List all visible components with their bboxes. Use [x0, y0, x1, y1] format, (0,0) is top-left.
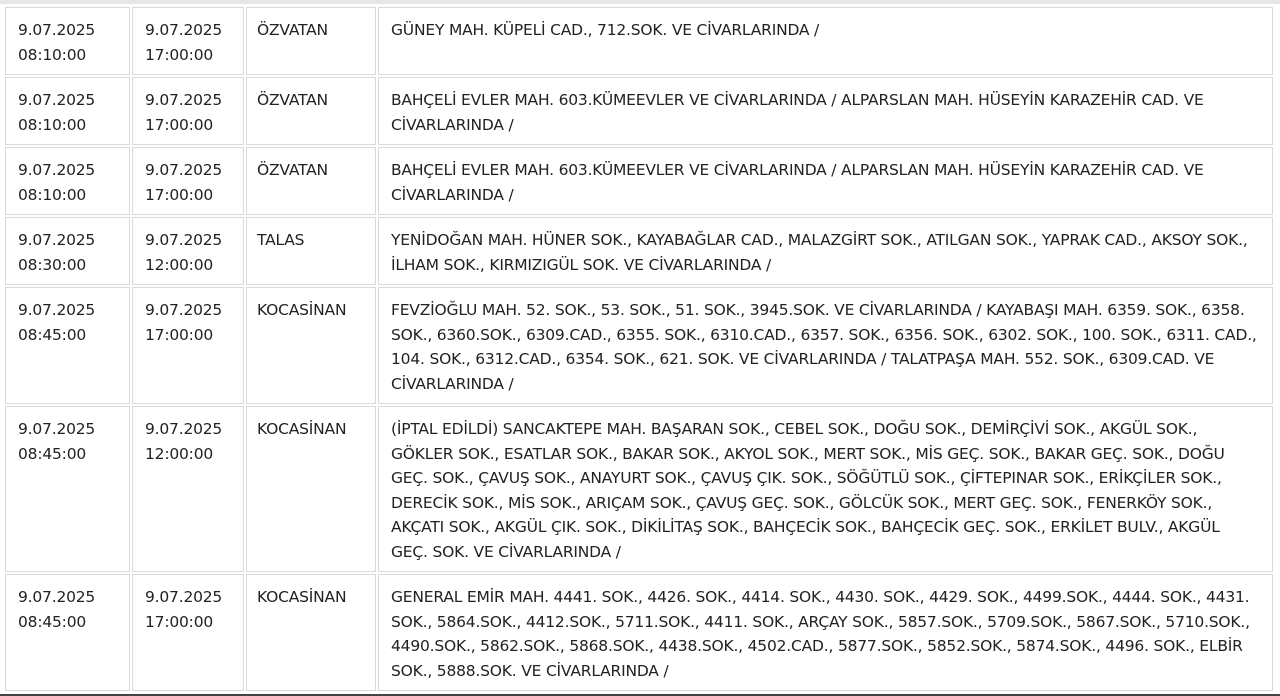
table-row — [5, 287, 1273, 404]
start-time: 08:10:00 — [18, 115, 87, 134]
area-cell: YENİDOĞAN MAH. HÜNER SOK., KAYABAĞLAR CAD., MALAZGİRT SOK., ATILGAN SOK., YAPRAK CAD., AKSOY SOK., İLHAM SOK., KIRMIZIGÜL SOK. VE CİVARLARINDA / — [378, 217, 1273, 285]
district-cell: KOCASİNAN — [246, 574, 376, 691]
end-date: 9.07.2025 — [145, 301, 223, 319]
end-time: 12:00:00 — [145, 255, 214, 274]
end-datetime-cell — [132, 406, 244, 572]
end-time: 12:00:00 — [145, 444, 214, 463]
start-time: 08:45:00 — [18, 444, 87, 463]
start-datetime-cell — [5, 406, 130, 572]
start-date: 9.07.2025 — [18, 231, 96, 249]
district-cell: KOCASİNAN — [246, 406, 376, 572]
end-date: 9.07.2025 — [145, 91, 223, 109]
outage-table-body — [5, 7, 1273, 691]
start-time: 08:30:00 — [18, 255, 87, 274]
start-datetime-cell — [5, 574, 130, 691]
table-row — [5, 7, 1273, 75]
start-datetime-cell — [5, 147, 130, 215]
end-time: 17:00:00 — [145, 325, 214, 344]
district-cell: ÖZVATAN — [246, 147, 376, 215]
start-date: 9.07.2025 — [18, 161, 96, 179]
start-date: 9.07.2025 — [18, 21, 96, 39]
start-datetime-cell — [5, 77, 130, 145]
end-time: 17:00:00 — [145, 45, 214, 64]
district-cell: TALAS — [246, 217, 376, 285]
area-cell: FEVZİOĞLU MAH. 52. SOK., 53. SOK., 51. SOK., 3945.SOK. VE CİVARLARINDA / KAYABAŞI MAH. 6359. SOK., 6358. SOK., 6360.SOK., 6309.CAD., 6355. SOK., 6310.CAD., 6357. SOK., 6356. SOK., 6302. SOK., 100. SOK., 6311. CAD., 104. SOK., 6312.CAD., 6354. SOK., 621. SOK. VE CİVARLARINDA / TALATPAŞA MAH. 552. SOK., 6309.CAD. VE CİVARLARINDA / — [378, 287, 1273, 404]
district-cell: KOCASİNAN — [246, 287, 376, 404]
end-datetime-cell — [132, 287, 244, 404]
start-date: 9.07.2025 — [18, 301, 96, 319]
end-time: 17:00:00 — [145, 115, 214, 134]
area-cell: (İPTAL EDİLDİ) SANCAKTEPE MAH. BAŞARAN SOK., CEBEL SOK., DOĞU SOK., DEMİRÇİVİ SOK., AKGÜL SOK., GÖKLER SOK., ESATLAR SOK., BAKAR SOK., AKYOL SOK., MERT SOK., MİS GEÇ. SOK., BAKAR GEÇ. SOK., DOĞU GEÇ. SOK., ÇAVUŞ SOK., ANAYURT SOK., ÇAVUŞ ÇIK. SOK., SÖĞÜTLÜ SOK., ÇİFTEPINAR SOK., ERİKÇİLER SOK., DERECİK SOK., MİS SOK., ARIÇAM SOK., ÇAVUŞ GEÇ. SOK., GÖLCÜK SOK., MERT GEÇ. SOK., FENERKÖY SOK., AKÇATI SOK., AKGÜL ÇIK. SOK., DİKİLİTAŞ SOK., BAHÇECİK SOK., BAHÇECİK GEÇ. SOK., ERKİLET BULV., AKGÜL GEÇ. SOK. VE CİVARLARINDA / — [378, 406, 1273, 572]
end-date: 9.07.2025 — [145, 420, 223, 438]
start-date: 9.07.2025 — [18, 420, 96, 438]
end-datetime-cell — [132, 147, 244, 215]
end-datetime-cell — [132, 217, 244, 285]
district-cell: ÖZVATAN — [246, 77, 376, 145]
start-datetime-cell — [5, 7, 130, 75]
table-row — [5, 77, 1273, 145]
end-date: 9.07.2025 — [145, 161, 223, 179]
area-cell: GÜNEY MAH. KÜPELİ CAD., 712.SOK. VE CİVARLARINDA / — [378, 7, 1273, 75]
end-date: 9.07.2025 — [145, 21, 223, 39]
end-datetime-cell — [132, 7, 244, 75]
end-date: 9.07.2025 — [145, 588, 223, 606]
table-row — [5, 574, 1273, 691]
start-datetime-cell — [5, 217, 130, 285]
end-date: 9.07.2025 — [145, 231, 223, 249]
table-row — [5, 217, 1273, 285]
start-date: 9.07.2025 — [18, 588, 96, 606]
start-date: 9.07.2025 — [18, 91, 96, 109]
table-row — [5, 147, 1273, 215]
outage-table — [3, 5, 1275, 693]
start-time: 08:45:00 — [18, 325, 87, 344]
end-datetime-cell — [132, 574, 244, 691]
start-time: 08:10:00 — [18, 185, 87, 204]
end-datetime-cell — [132, 77, 244, 145]
start-datetime-cell — [5, 287, 130, 404]
area-cell: BAHÇELİ EVLER MAH. 603.KÜMEEVLER VE CİVARLARINDA / ALPARSLAN MAH. HÜSEYİN KARAZEHİR CAD. VE CİVARLARINDA / — [378, 77, 1273, 145]
area-cell: BAHÇELİ EVLER MAH. 603.KÜMEEVLER VE CİVARLARINDA / ALPARSLAN MAH. HÜSEYİN KARAZEHİR CAD. VE CİVARLARINDA / — [378, 147, 1273, 215]
district-cell: ÖZVATAN — [246, 7, 376, 75]
start-time: 08:45:00 — [18, 612, 87, 631]
end-time: 17:00:00 — [145, 185, 214, 204]
end-time: 17:00:00 — [145, 612, 214, 631]
start-time: 08:10:00 — [18, 45, 87, 64]
table-row — [5, 406, 1273, 572]
area-cell: GENERAL EMİR MAH. 4441. SOK., 4426. SOK., 4414. SOK., 4430. SOK., 4429. SOK., 4499.SOK., 4444. SOK., 4431. SOK., 5864.SOK., 4412.SOK., 5711.SOK., 4411. SOK., ARÇAY SOK., 5857.SOK., 5709.SOK., 5867.SOK., 5710.SOK., 4490.SOK., 5862.SOK., 5868.SOK., 4438.SOK., 4502.CAD., 5877.SOK., 5852.SOK., 5874.SOK., 4496. SOK., ELBİR SOK., 5888.SOK. VE CİVARLARINDA / — [378, 574, 1273, 691]
